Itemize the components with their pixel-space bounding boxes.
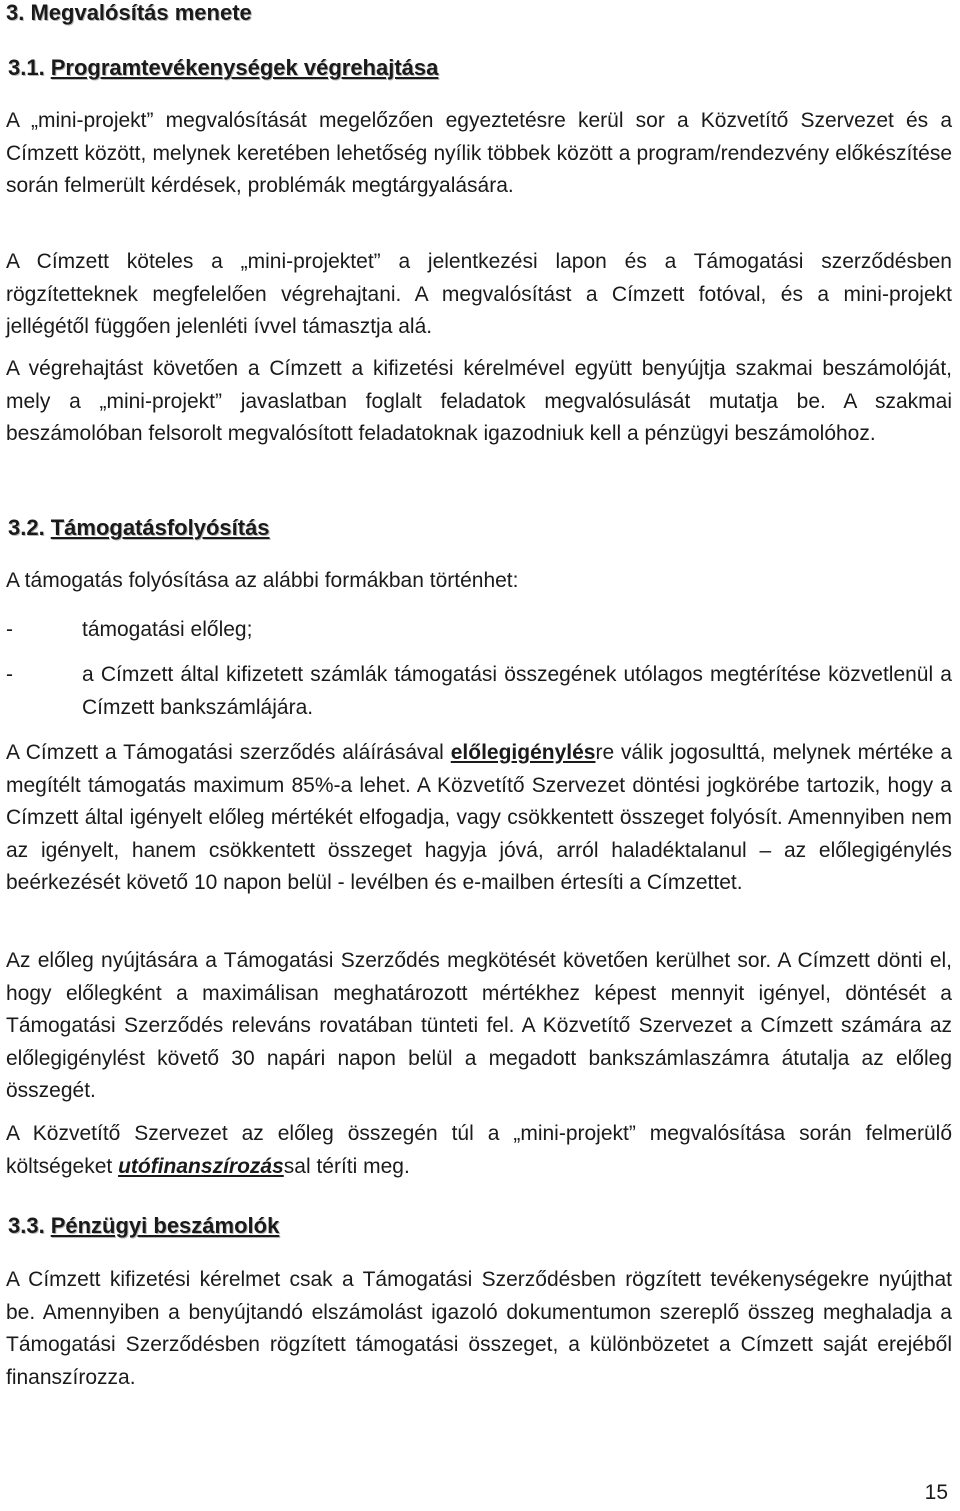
paragraph-3: A végrehajtást követően a Címzett a kifizetési kérelmével együtt benyújtja szakmai beszámolóját, mely a „mini-projekt” javaslatban foglalt feladatok megvalósulását mutatja be. A szakmai beszámolóban felsorolt megvalósított feladatoknak igazodniuk kell a pénzügyi beszámolóhoz. <box>6 357 952 445</box>
list-item-text: támogatási előleg; <box>82 618 253 641</box>
list-item-dash: - <box>6 663 13 686</box>
paragraph-7 <box>6 1118 952 1183</box>
paragraph-5-emphasis: előlegigénylés <box>450 741 596 764</box>
section-3-1-heading <box>8 55 438 81</box>
section-3-1-number: 3.1. <box>8 55 45 80</box>
paragraph-2: A Címzett köteles a „mini-projektet” a jelentkezési lapon és a Támogatási szerződésben rögzítetteknek megfelelően végrehajtani. A megvalósítást a Címzett fotóval, és a mini-projekt jellégétől függően jelenléti ívvel támasztja alá. <box>6 250 952 338</box>
paragraph-7-emphasis: utófinanszírozás <box>118 1154 284 1178</box>
section-3-2-title: Támogatásfolyósítás <box>50 515 270 540</box>
section-3-heading: 3. Megvalósítás menete <box>6 0 252 25</box>
section-3-3-heading <box>8 1213 279 1239</box>
paragraph-5-end: re válik jogosulttá, melynek mértéke a megítélt támogatás maximum 85%-a lehet. A Közvetítő Szervezet döntési jogkörébe tartozik, hogy a Címzett által igényelt előleg mértékét elfogadja, vagy csökkentett összeget folyósít. Amennyiben nem az igényelt, hanem csökkentett összeget hagyja jóvá, arról haladéktalanul – az előlegigénylés beérkezését követő 10 napon belül - levélben és e-mailben értesíti a Címzettet. <box>6 741 952 894</box>
page-number: 15 <box>924 1481 948 1504</box>
paragraph-6: Az előleg nyújtására a Támogatási Szerződés megkötését követően kerülhet sor. A Címzett dönti el, hogy előlegként a maximálisan meghatározott mértékhez képest mennyit igényel, döntését a Támogatási Szerződés releváns rovatában tünteti fel. A Közvetítő Szervezet a Címzett számára az előlegigénylést követő 30 napári napon belül a megadott bankszámlaszámra átutalja az előleg összegét. <box>6 949 952 1102</box>
paragraph-8: A Címzett kifizetési kérelmet csak a Támogatási Szerződésben rögzített tevékenységekre nyújthat be. Amennyiben a benyújtandó elszámolást igazoló dokumentumon szereplő összeg meghaladja a Támogatási Szerződésben rögzített támogatási összeget, a különbözetet a Címzett saját erejéből finanszírozza. <box>6 1268 952 1389</box>
section-3-3-title: Pénzügyi beszámolók <box>50 1213 280 1238</box>
section-3-1-title: Programtevékenységek végrehajtása <box>50 55 439 80</box>
paragraph-7-start: A Közvetítő Szervezet az előleg összegén túl a „mini-projekt” megvalósítása során felmerülő költségeket <box>6 1122 952 1178</box>
paragraph-7-end: sal téríti meg. <box>283 1154 410 1178</box>
paragraph-4: A támogatás folyósítása az alábbi formákban történhet: <box>6 569 519 592</box>
list-item <box>6 614 952 647</box>
paragraph-5 <box>6 737 952 900</box>
section-3-2-number: 3.2. <box>8 515 45 540</box>
list-item-dash: - <box>6 618 13 641</box>
list-item <box>6 659 952 724</box>
list-item-text: a Címzett által kifizetett számlák támogatási összegének utólagos megtérítése közvetlenül a Címzett bankszámlájára. <box>82 663 952 719</box>
paragraph-5-start: A Címzett a Támogatási szerződés aláírásával <box>6 741 451 764</box>
section-3-3-number: 3.3. <box>8 1213 45 1238</box>
paragraph-1: A „mini-projekt” megvalósítását megelőzően egyeztetésre kerül sor a Közvetítő Szervezet és a Címzett között, melynek keretében lehetőség nyílik többek között a program/rendezvény előkészítése során felmerült kérdések, problémák megtárgyalására. <box>6 109 952 197</box>
section-3-2-heading <box>8 515 270 541</box>
